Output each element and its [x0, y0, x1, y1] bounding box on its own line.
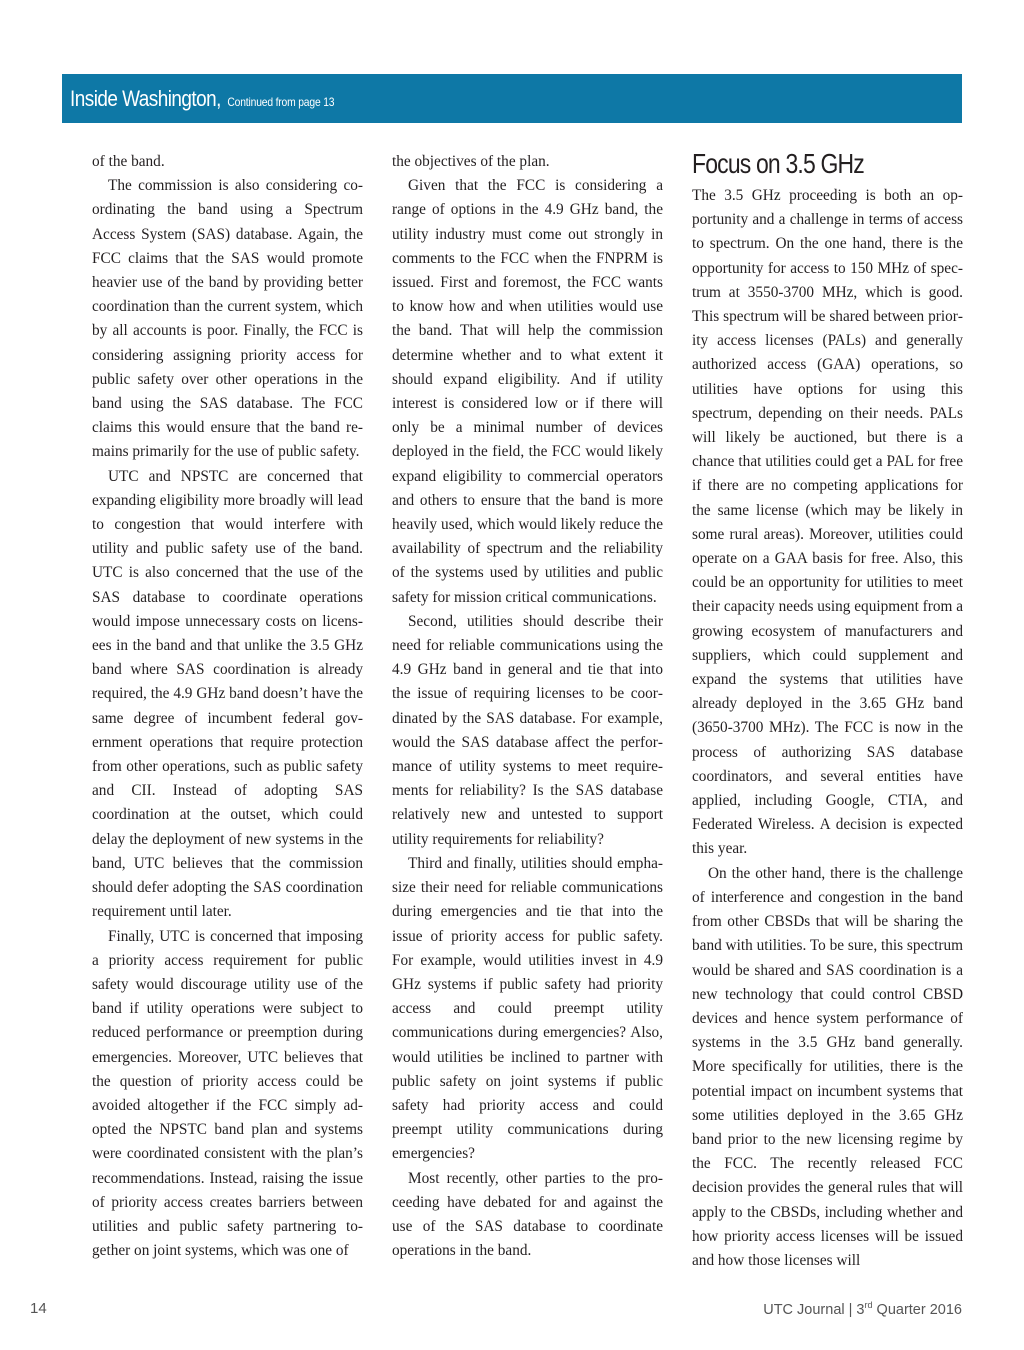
paragraph: of the band. — [92, 153, 165, 170]
paragraph: The commission is also considering coordinating the band using a Spectrum Access System (SAS) database. Again, the FCC claims that the SAS would promote heavier use of the band by providing better coordination than the current system, which by all accounts is poor. Finally, the FCC is considering assigning priority access for public safety over other operations in the band using the SAS database. The FCC claims this would ensure that the band remains primarily for the use of public safety. — [92, 177, 363, 461]
quarter-label: Quarter 2016 — [872, 1301, 962, 1318]
section-banner — [62, 74, 962, 123]
quarter-superscript: rd — [864, 1300, 873, 1310]
journal-name: UTC Journal | 3 — [763, 1301, 865, 1318]
paragraph: Most recently, other parties to the proceeding have debated for and against the use of the SAS database to coordinate operations in the band. — [392, 1169, 663, 1260]
section-subtitle: Continued from page 13 — [227, 94, 335, 109]
article-column-2 — [392, 150, 663, 1263]
paragraph: the objectives of the plan. — [392, 153, 550, 170]
paragraph: Finally, UTC is concerned that imposing a priority access requirement for public safety would discourage utility use of the band if utility operations were subject to reduced performance or preemption during emergencies. Moreover, UTC believes that the question of priority access could be avoided altogether if the FCC simply adopted the NPSTC band plan and systems were coordinated consistent with the plan’s recommendations. Instead, raising the issue of priority access creates barriers between utilities and public safety partnering together on joint systems, which was one of — [92, 927, 363, 1260]
paragraph: UTC and NPSTC are concerned that expanding eligibility more broadly will lead to congestion that would interfere with utility and public safety use of the band. UTC is also concerned that the use of the SAS database to coordinate operations would impose unnecessary costs on licensees in the band and that unlike the 3.5 GHz band where SAS coordination is already required, the 4.9 GHz band doesn’t have the same degree of incumbent federal government operations that require protection from other operations, such as public safety and CII. Instead of adopting SAS coordination at the outset, which could delay the deployment of new systems in the band, UTC believes that the commission should defer adopting the SAS coordination requirement until later. — [92, 467, 363, 921]
paragraph: Given that the FCC is considering a range of options in the 4.9 GHz band, the utility industry must come out strongly in comments to the FCC when the FNPRM is issued. First and foremost, the FCC wants to know how and when utilities would use the band. That will help the commission determine whether and to what extent it should expand eligibility. And if utility interest is considered low or if there will only be a minimal number of devices deployed in the field, the FCC would likely expand eligibility to commercial operators and others to ensure that the band is more heavily used, which would likely reduce the availability of spectrum and the reliability of the systems used by utilities and public safety for mission critical communications. — [392, 177, 663, 606]
sidebar-column — [692, 148, 963, 1273]
page-number: 14 — [30, 1300, 47, 1317]
journal-footer — [763, 1300, 962, 1318]
paragraph: Second, utilities should describe their need for reliable communications using the 4.9 GHz band in general and tie that into the issue of requiring licenses to be coordinated by the SAS database. For example, would the SAS database affect the performance of utility systems to meet requirements for reliability? Is the SAS database relatively new and untested to support utility requirements for reliability? — [392, 612, 663, 848]
section-title: Inside Washington, Continued from page 13 — [70, 85, 335, 111]
paragraph: On the other hand, there is the challenge of interference and congestion in the band from other CBSDs that will be sharing the band with utilities. To be sure, this spectrum would be shared and SAS coordination is a new technology that could control CBSD devices and hence system performance of systems in the 3.5 GHz band generally. More specifically for utilities, there is the potential impact on incumbent systems that some utilities deployed in the 3.65 GHz band prior to the new licensing regime by the FCC. The recently released FCC decision provides the general rules that will apply to the CBSDs, including whether and how priority access licenses will be issued and how those licenses will — [692, 864, 963, 1269]
paragraph: Third and finally, utilities should emphasize their need for reliable communications during emergencies and tie that into the issue of priority access for public safety. For example, would utilities invest in 4.9 GHz systems if public safety had priority access and could preempt utility communications during emergencies? Also, would utilities be inclined to partner with public safety on joint systems if public safety had priority access and could preempt utility communications during emergencies? — [392, 854, 663, 1163]
article-column-1 — [92, 150, 363, 1263]
sidebar-title: Focus on 3.5 GHz — [692, 148, 864, 179]
paragraph: The 3.5 GHz proceeding is both an opportunity and a challenge in terms of access to spectrum. On the one hand, there is the opportunity for access to 150 MHz of spectrum at 3550-3700 MHz, which is good. This spectrum will be shared between priority access licenses (PALs) and generally authorized access (GAA) operations, so utilities have options for using this spectrum, depending on their needs. PALs will likely be auctioned, but there is a chance that utilities could get a PAL for free if there are no competing applications for the same license (which may be likely in some rural areas). Moreover, utilities could operate on a GAA basis for free. Also, this could be an opportunity for utilities to meet their capacity needs using equipment from a growing ecosystem of manufacturers and suppliers, which could supplement and expand the systems that utilities have already deployed in the 3.65 GHz band (3650-3700 MHz). The FCC is now in the process of authorizing SAS database coordinators, and several entities have applied, including Google, CTIA, and Federated Wireless. A decision is expected this year. — [692, 187, 964, 858]
